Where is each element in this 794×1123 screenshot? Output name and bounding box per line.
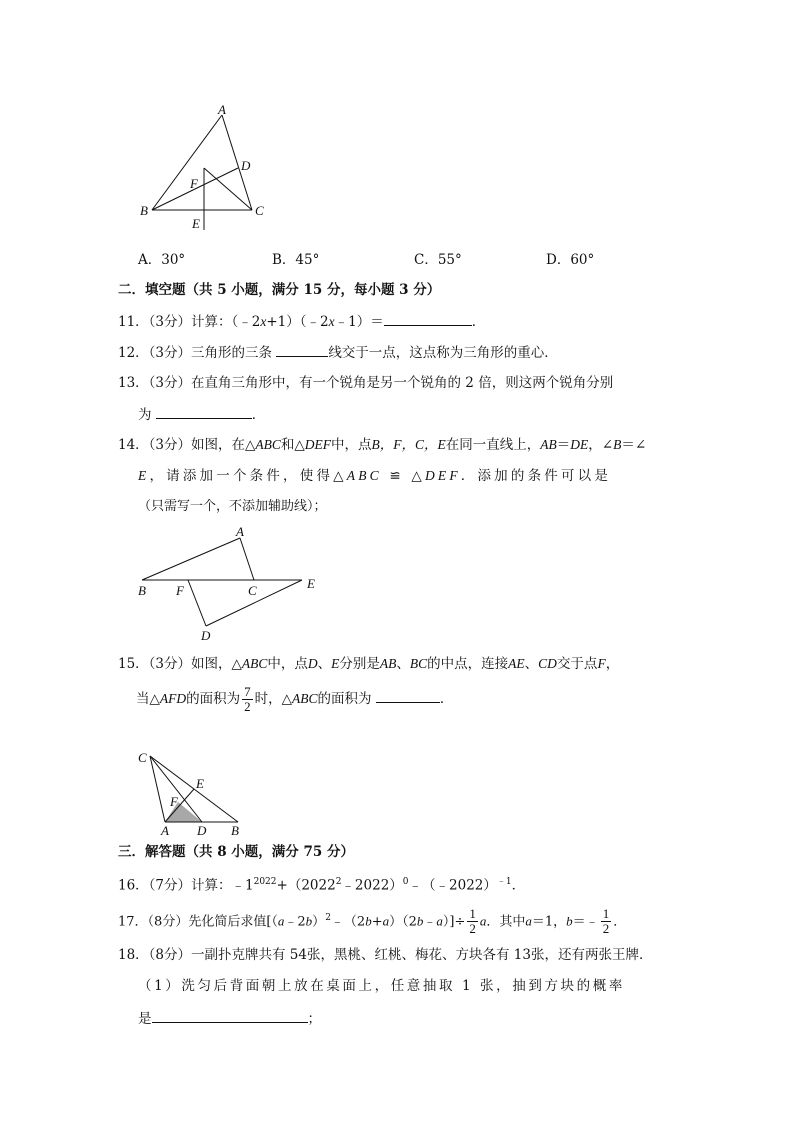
label-F: F xyxy=(176,583,184,598)
label-C: C xyxy=(255,203,264,218)
question-18-line1: 18．（8分）一副扑克牌共有 54张，黑桃、红桃、梅花、方块各有 13张，还有两张王牌． xyxy=(118,947,653,963)
label-B: B xyxy=(138,583,146,598)
question-16: 16．（7分）计算：$﹣1^{2022}+(2022^2﹣2022)^0﹣(﹣2022)^{﹣1}$． xyxy=(118,877,526,894)
question-11: 11．（3分）计算：（﹣2x+1）（﹣2x﹣1）＝ ． xyxy=(118,311,485,332)
question-13-line2: 为 ． xyxy=(138,404,265,425)
figure-q15 xyxy=(130,744,260,839)
question-14-line2: E，请添加一个条件，使得△ABC ≌ △DEF．添加的条件可以是 xyxy=(138,468,612,484)
question-15-line2: 当△AFD的面积为 $\frac{7}{2}$ 时，△ABC的面积为 ． xyxy=(136,684,454,714)
label-A: A xyxy=(218,102,226,117)
label-F: F xyxy=(190,176,198,191)
label-C: C xyxy=(248,583,257,598)
answer-blank[interactable] xyxy=(376,688,440,703)
section-2-heading: 二．填空题（共 5 小题，满分 15 分，每小题 3 分） xyxy=(118,282,441,298)
option-d: D．60° xyxy=(546,252,595,268)
label-E: E xyxy=(307,576,315,591)
label-D: D xyxy=(197,823,207,838)
question-12: 12．（3分）三角形的三条 线交于一点，这点称为三角形的重心． xyxy=(118,342,558,363)
fraction-seven-halves: $\frac{7}{2}$ xyxy=(244,684,251,714)
fraction-one-half: $\frac{1}{2}$ xyxy=(469,906,476,937)
question-14-line3: （只需写一个，不添加辅助线）； xyxy=(138,499,327,514)
answer-blank[interactable] xyxy=(156,404,252,419)
answer-blank[interactable] xyxy=(276,342,328,357)
question-13-line1: 13．（3分）在直角三角形中，有一个锐角是另一个锐角的 2 倍，则这两个锐角分别 xyxy=(118,375,614,391)
answer-blank[interactable] xyxy=(152,1008,308,1023)
question-17: 17．（8分）先化简后求值[（a﹣2b）$^2$﹣（2b+a）（2b﹣a）]÷ $\frac{1}{2}$ a．其中a＝1，b＝﹣ $\frac{1}{2}$ ． xyxy=(118,906,627,937)
option-c: C．55° xyxy=(414,252,462,268)
answer-blank[interactable] xyxy=(384,311,472,326)
label-B: B xyxy=(231,823,239,838)
label-E: E xyxy=(192,216,200,231)
fraction-one-half: $\frac{1}{2}$ xyxy=(602,906,610,937)
figure-q10 xyxy=(130,100,280,240)
label-D: D xyxy=(201,628,211,643)
question-18-line2: （1）洗匀后背面朝上放在桌面上，任意抽取 1 张，抽到方块的概率 xyxy=(138,978,625,994)
figure-q14 xyxy=(130,522,330,647)
label-F: F xyxy=(170,794,178,809)
question-18-line3: 是 ； xyxy=(138,1008,321,1029)
label-D: D xyxy=(241,158,251,173)
label-A: A xyxy=(236,524,244,539)
label-B: B xyxy=(140,203,148,218)
section-3-heading: 三．解答题（共 8 小题，满分 75 分） xyxy=(118,844,354,860)
label-E: E xyxy=(196,776,204,791)
label-C: C xyxy=(138,750,147,765)
label-A: A xyxy=(161,823,169,838)
question-15-line1: 15．（3分）如图，△ABC中，点D、E分别是AB、BC的中点，连接AE、CD交于点F， xyxy=(118,656,620,672)
question-14-line1: 14．（3分）如图，在△ABC和△DEF中，点B，F，C，E在同一直线上，AB＝DE，∠B＝∠ xyxy=(118,437,647,453)
option-b: B．45° xyxy=(272,252,320,268)
option-a: A．30° xyxy=(138,252,186,268)
